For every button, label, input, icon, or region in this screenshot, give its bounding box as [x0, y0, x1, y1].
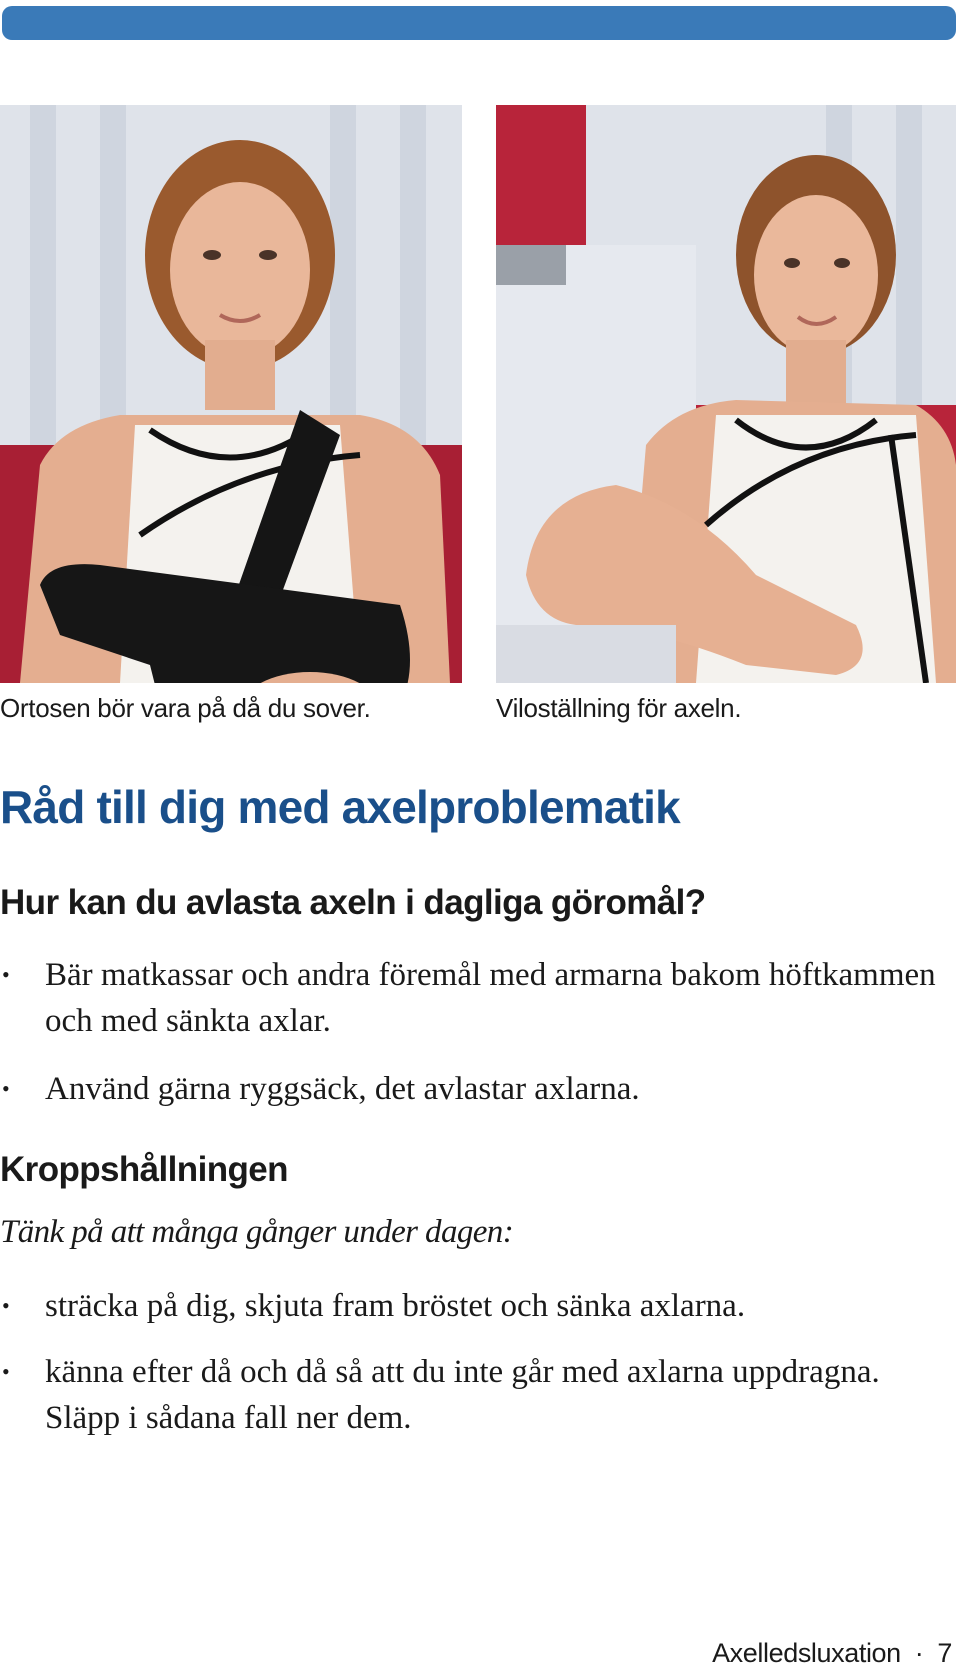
list-item [0, 1349, 950, 1441]
photo-caption-sling: Ortosen bör vara på då du sover. [0, 693, 371, 723]
page-title: Råd till dig med axelproblematik [0, 781, 680, 833]
section-title-daily: Hur kan du avlasta axeln i dagliga göromål? [0, 883, 706, 922]
footer-separator: · [914, 1638, 924, 1668]
list-item-text: Använd gärna ryggsäck, det avlastar axlarna. [45, 1071, 640, 1107]
bullet-icon: • [2, 1293, 10, 1318]
bullet-icon: • [2, 1359, 10, 1384]
section-title-posture: Kroppshållningen [0, 1150, 288, 1189]
list-item [0, 1066, 950, 1112]
footer-title: Axelledsluxation [712, 1638, 901, 1668]
photo-rest-position [496, 105, 956, 683]
posture-intro: Tänk på att många gånger under dagen: [0, 1214, 514, 1250]
bullet-icon: • [2, 962, 10, 987]
posture-bullet-list [0, 1283, 950, 1441]
list-item-text: känna efter då och då så att du inte går med axlarna uppdragna. Släpp i sådana fall ner dem. [45, 1354, 880, 1436]
list-item [0, 1283, 950, 1329]
list-item-text: Bär matkassar och andra föremål med armarna bakom höftkammen och med sänkta axlar. [45, 957, 936, 1039]
list-item-text: sträcka på dig, skjuta fram bröstet och sänka axlarna. [45, 1288, 746, 1324]
photo-sling-illustration [0, 105, 462, 683]
photo-caption-rest: Viloställning för axeln. [496, 693, 742, 723]
bullet-icon: • [2, 1076, 10, 1101]
page-footer [712, 1638, 952, 1669]
top-color-bar [2, 6, 956, 40]
photo-rest-illustration [496, 105, 956, 683]
page-number: 7 [937, 1638, 952, 1668]
daily-bullet-list [0, 952, 950, 1112]
photo-sling [0, 105, 462, 683]
list-item [0, 952, 950, 1044]
